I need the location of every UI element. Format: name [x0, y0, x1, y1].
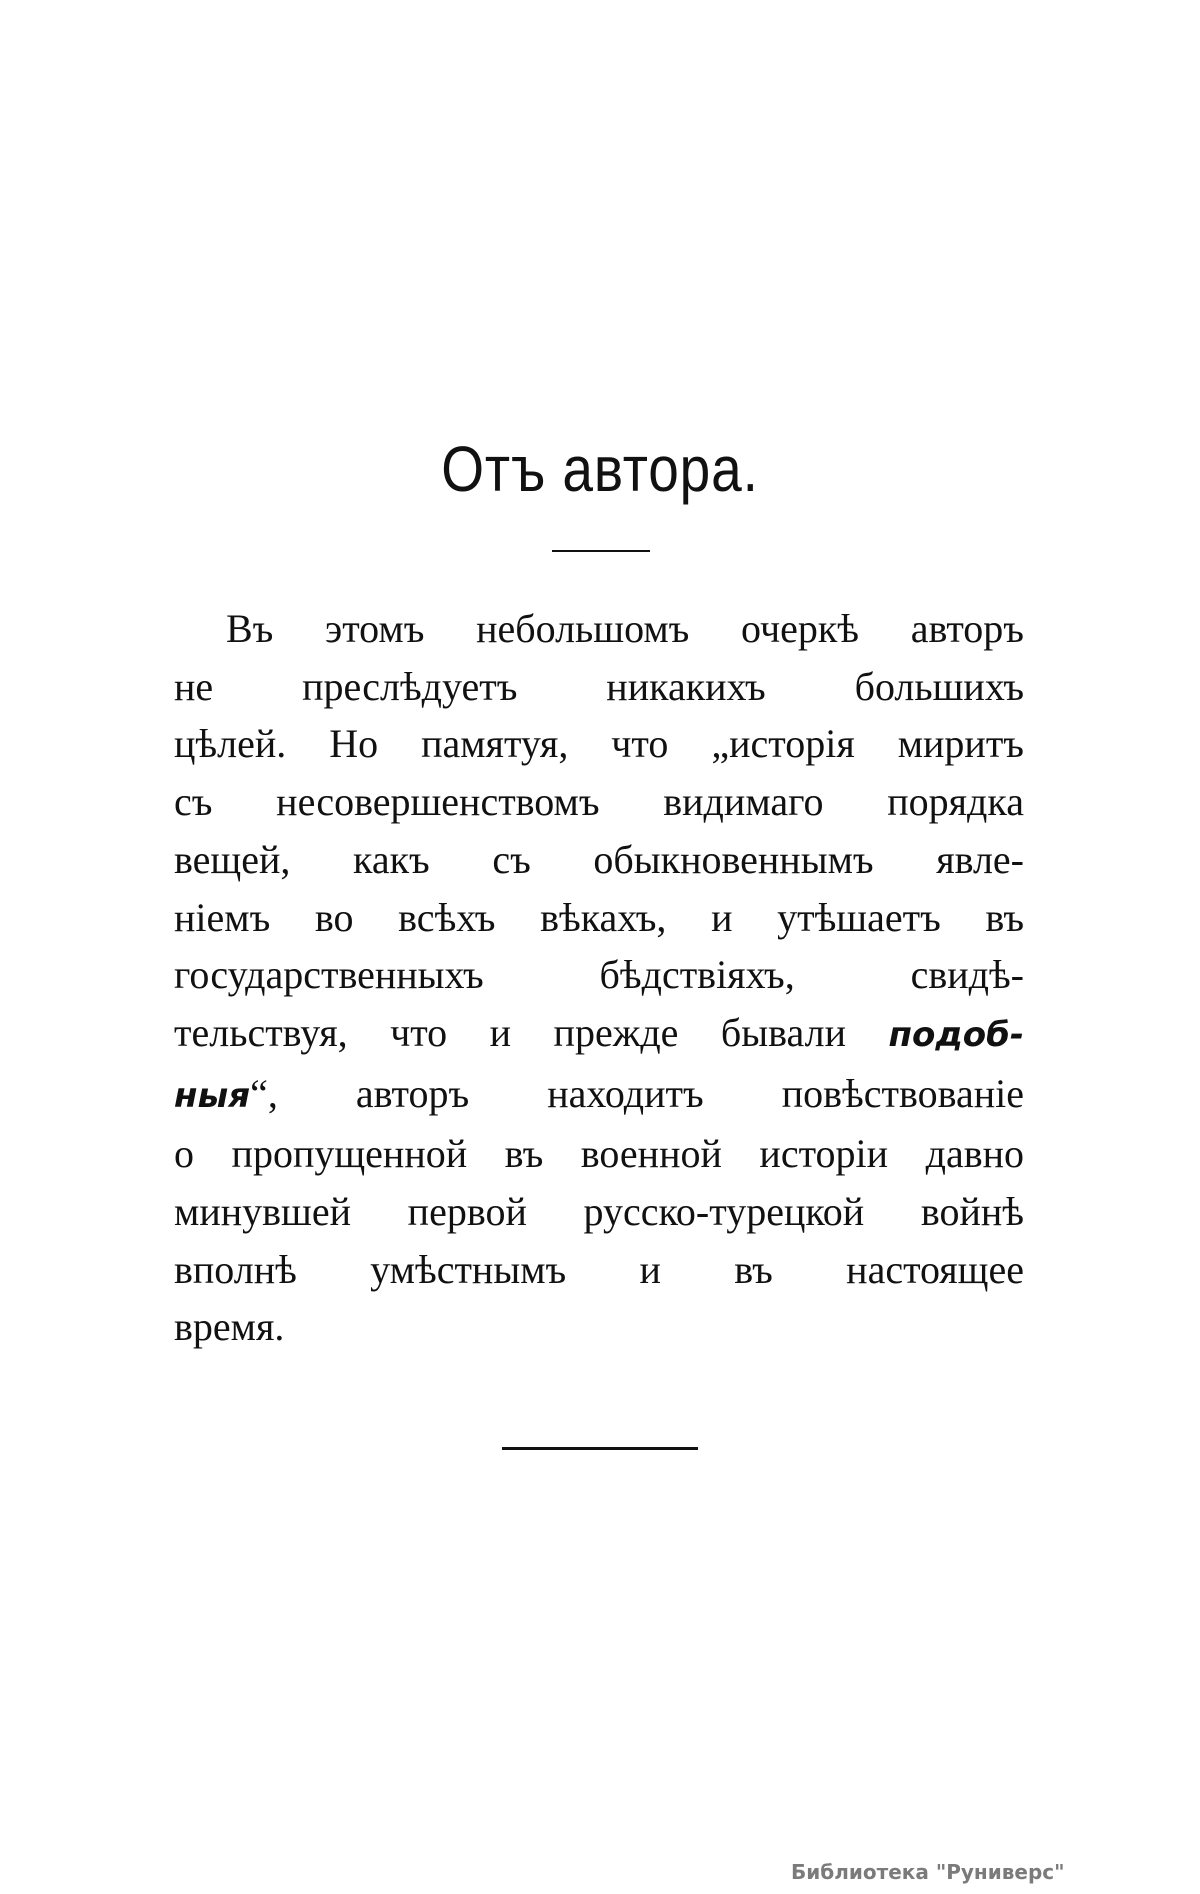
text-line: съ несовершенствомъ видимаго порядка — [174, 779, 1024, 825]
text-line: государственныхъ бѣдствіяхъ, свидѣ- — [174, 952, 1024, 998]
title-divider — [552, 550, 650, 552]
text-segment: тельствуя, что и прежде бывали — [174, 1009, 846, 1055]
text-line: время. — [174, 1304, 285, 1350]
text-line: не преслѣдуетъ никакихъ большихъ — [174, 663, 1024, 709]
text-line: о пропущенной въ военной исторіи давно — [174, 1131, 1024, 1177]
text-line: минувшей первой русско-турецкой войнѣ — [174, 1189, 1024, 1235]
text-line: вещей, какъ съ обыкновеннымъ явле- — [174, 836, 1024, 882]
section-end-divider — [502, 1447, 698, 1450]
page-title: Отъ автора. — [441, 433, 759, 505]
preface-paragraph — [174, 600, 1024, 1356]
library-watermark: Библиотека "Руниверс" — [791, 1860, 1065, 1884]
text-line — [174, 1065, 1024, 1126]
text-line: цѣлей. Но памятуя, что „исторія миритъ — [174, 721, 1024, 767]
emphasized-word: подоб- — [888, 1014, 1025, 1055]
text-line: ніемъ во всѣхъ вѣкахъ, и утѣшаетъ въ — [174, 894, 1024, 940]
text-line — [174, 1004, 1024, 1065]
text-segment: “, авторъ находитъ повѣствованіе — [250, 1070, 1024, 1116]
emphasized-word: ныя — [174, 1075, 251, 1116]
text-line: Въ этомъ небольшомъ очеркѣ авторъ — [226, 606, 1024, 651]
text-line: вполнѣ умѣстнымъ и въ настоящее — [174, 1246, 1024, 1292]
